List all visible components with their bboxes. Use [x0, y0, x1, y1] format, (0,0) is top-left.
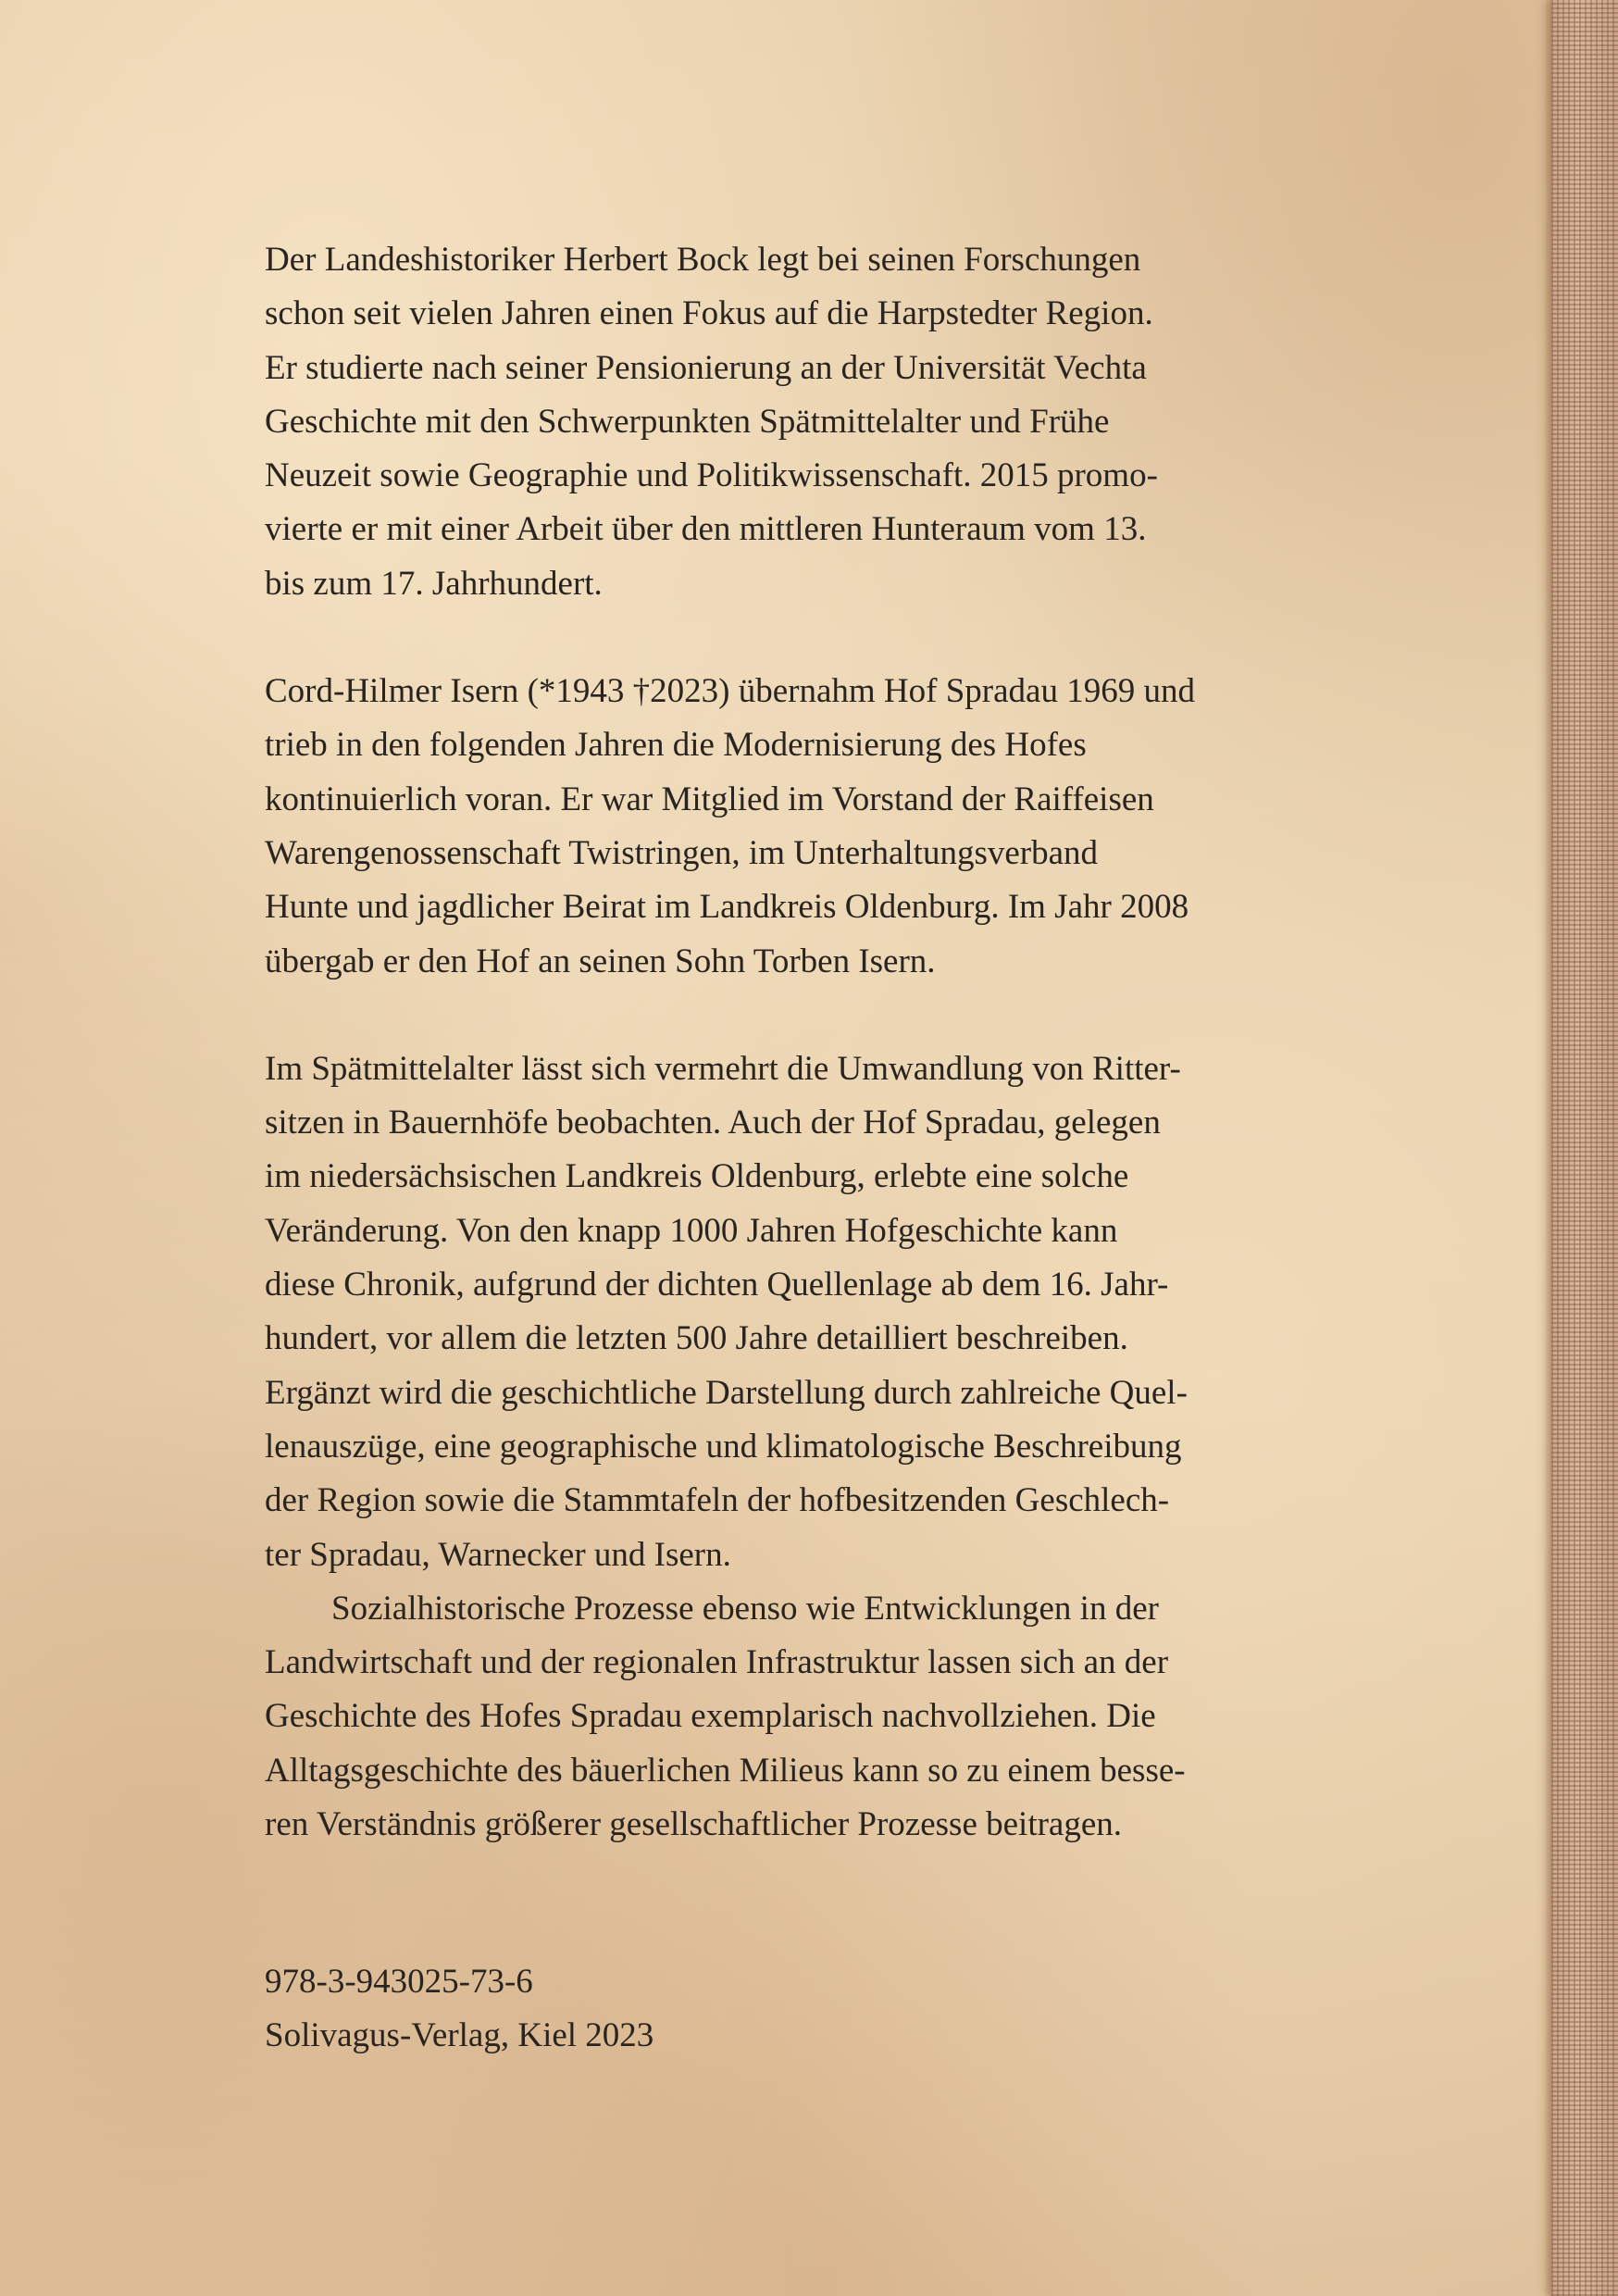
paragraph-gap	[265, 611, 1357, 665]
book-description-social: Sozialhistorische Prozesse ebenso wie Entwicklungen in der Landwirtschaft und der regionalen Infrastruktur lassen sich an der Geschichte des Hofes Spradau exemplarisch nachvollziehen. Die Alltagsgeschichte des bäuerlichen Milieus kann so zu einem besse- ren Verständnis größerer gesellschaftlicher Prozesse beitragen.	[265, 1589, 1186, 1844]
publisher: Solivagus-Verlag, Kiel 2023	[265, 2016, 654, 2054]
cover-text	[265, 233, 1357, 1852]
isbn: 978-3-943025-73-6	[265, 1963, 533, 2001]
book-spine	[1551, 0, 1618, 2296]
author-bio-bock: Der Landeshistoriker Herbert Bock legt bei seinen Forschungen schon seit vielen Jahren einen Fokus auf die Harpstedter Region. Er studierte nach seiner Pensionierung an der Universität Vechta Geschichte mit den Schwerpunkten Spätmittelalter und Frühe Neuzeit sowie Geographie und Politikwissenschaft. 2015 promo- vierte er mit einer Arbeit über den mittleren Hunteraum vom 13. bis zum 17. Jahrhundert.	[265, 241, 1158, 603]
publication-info	[265, 1955, 653, 2063]
book-description: Im Spätmittelalter lässt sich vermehrt die Umwandlung von Ritter- sitzen in Bauernhöfe beobachten. Auch der Hof Spradau, gelegen im niedersächsischen Landkreis Oldenburg, erlebte eine solche Veränderung. Von den knapp 1000 Jahren Hofgeschichte kann diese Chronik, aufgrund der dichten Quellenlage ab dem 16. Jahr- hundert, vor allem die letzten 500 Jahre detailliert beschreiben. Ergänzt wird die geschichtliche Darstellung durch zahlreiche Quel- lenauszüge, eine geographische und klimatologische Beschreibung der Region sowie die Stammtafeln der hofbesitzenden Geschlech- ter Spradau, Warnecker und Isern.	[265, 1049, 1188, 1574]
author-bio-isern: Cord-Hilmer Isern (*1943 †2023) übernahm Hof Spradau 1969 und trieb in den folgenden Jahren die Modernisierung des Hofes kontinuierlich voran. Er war Mitglied im Vorstand der Raiffeisen Warengenossenschaft Twistringen, im Unterhaltungsverband Hunte und jagdlicher Beirat im Landkreis Oldenburg. Im Jahr 2008 übergab er den Hof an seinen Sohn Torben Isern.	[265, 672, 1195, 980]
paragraph-gap	[265, 989, 1357, 1042]
